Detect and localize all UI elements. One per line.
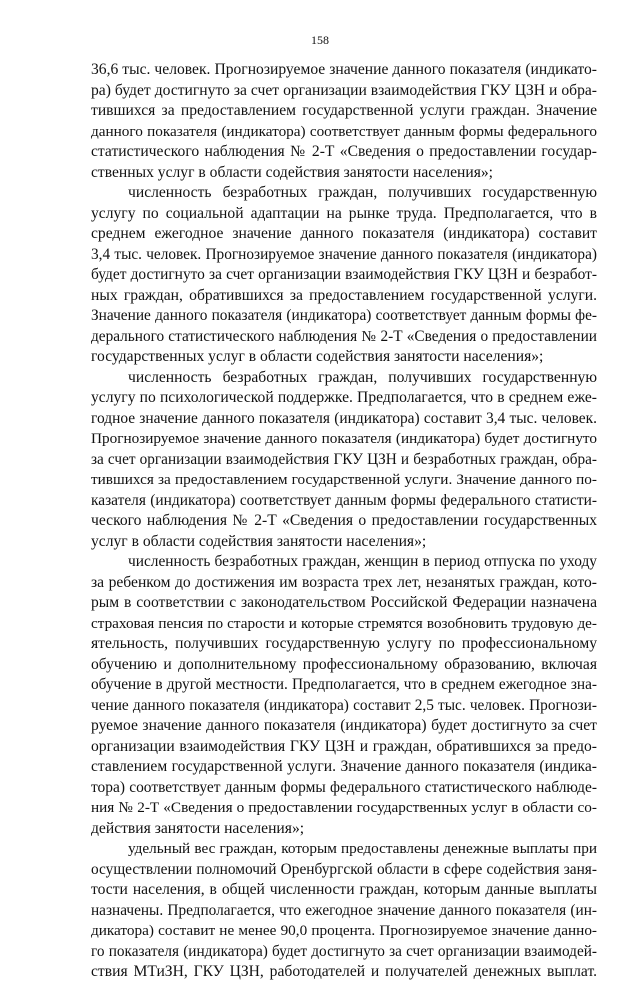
text-line: действия занятости населения»; (91, 819, 305, 837)
text-line: тившихся за предоставлением государственной услуги граждан. Значение (91, 102, 597, 119)
text-line: ствия МТиЗН, ГКУ ЦЗН, работодателей и получателей денежных выплат. (91, 963, 597, 980)
text-line: ра) будет достигнуто за счет организации взаимодействия ГКУ ЦЗН и обра- (91, 81, 597, 99)
text-line: руемое значение данного показателя (индикатора) будет достигнуто за счет (91, 717, 597, 734)
text-line: дерального статистического наблюдения № 2-Т «Сведения о предоставлении (91, 327, 597, 345)
text-line: обучение в другой местности. Предполагается, что в среднем ежегодное зна- (91, 676, 597, 693)
paragraph-first-line: удельный вес граждан, которым предоставлены денежные выплаты при (128, 840, 597, 857)
text-line: будет достигнуто за счет организации взаимодействия ГКУ ЦЗН и безработ- (91, 266, 597, 283)
text-line: казателя (индикатора) соответствует данным формы федерального статисти- (91, 491, 597, 509)
document-body (91, 60, 597, 983)
text-line: ческого наблюдения № 2-Т «Сведения о предоставлении государственных (91, 512, 597, 529)
text-line: рым в соответствии с законодательством Российской Федерации назначена (91, 594, 597, 611)
text-line: за счет организации взаимодействия ГКУ ЦЗН и безработных граждан, обра- (91, 450, 597, 468)
text-line: статистического наблюдения № 2-Т «Сведения о предоставлении государ- (91, 143, 597, 160)
text-line: за ребенком до достижения им возраста трех лет, незанятых граждан, кото- (91, 573, 597, 591)
text-line: годное значение данного показателя (индикатора) составит 3,4 тыс. человек. (91, 409, 597, 427)
text-line: обучению и дополнительному профессиональному образованию, включая (91, 655, 597, 673)
text-line: чение данного показателя (индикатора) составит 2,5 тыс. человек. Прогнози- (91, 696, 597, 714)
text-line: страховая пенсия по старости и которые стремятся возобновить трудовую де- (91, 614, 597, 632)
paragraph-first-line: численность безработных граждан, получивших государственную (128, 184, 597, 201)
paragraph-first-line: численность безработных граждан, получивших государственную (128, 368, 597, 386)
text-line: тора) соответствует данным формы федерального статистического наблюде- (91, 778, 597, 796)
text-line: 3,4 тыс. человек. Прогнозируемое значение данного показателя (индикатора) (91, 245, 597, 263)
text-line: среднем ежегодное значение данного показателя (индикатора) составит (91, 225, 597, 242)
text-line: тившихся за предоставлением государственной услуги. Значение данного по- (91, 471, 597, 488)
text-line: организации взаимодействия ГКУ ЦЗН и граждан, обратившихся за предо- (91, 737, 597, 755)
text-line: услугу по социальной адаптации на рынке труда. Предполагается, что в (91, 204, 597, 222)
text-line: Значение данного показателя (индикатора) соответствует данным формы фе- (91, 307, 597, 324)
text-line: осуществлении полномочий Оренбургской области в сфере содействия заня- (91, 860, 597, 878)
text-line: дикатора) составит не менее 90,0 процента. Прогнозируемое значение данно- (91, 922, 597, 939)
text-line: данного показателя (индикатора) соответствует данным формы федерального (91, 122, 597, 140)
paragraph-first-line: численность безработных граждан, женщин в период отпуска по уходу (128, 553, 597, 570)
text-line: ния № 2-Т «Сведения о предоставлении государственных услуг в области со- (91, 799, 597, 816)
text-line: го показателя (индикатора) будет достигнуто за счет организации взаимодей- (91, 942, 597, 960)
text-line: услугу по психологической поддержке. Предполагается, что в среднем еже- (91, 389, 597, 406)
text-line: Прогнозируемое значение данного показателя (индикатора) будет достигнуто (91, 430, 597, 447)
text-line: государственных услуг в области содействия занятости населения»; (91, 348, 544, 365)
text-line: ставлением государственной услуги. Значение данного показателя (индика- (91, 758, 597, 775)
text-line: ных граждан, обратившихся за предоставлением государственной услуги. (91, 286, 597, 304)
text-line: тости населения, в общей численности граждан, которым данные выплаты (91, 881, 597, 898)
text-line: ственных услуг в области содействия занятости населения»; (91, 163, 494, 181)
text-line: 36,6 тыс. человек. Прогнозируемое значение данного показателя (индикато- (91, 61, 597, 78)
text-line: услуг в области содействия занятости населения»; (91, 532, 427, 550)
text-line: ятельность, получивших государственную услугу по профессиональному (91, 635, 597, 652)
page-number: 158 (311, 33, 329, 47)
text-line: назначены. Предполагается, что ежегодное значение данного показателя (ин- (91, 901, 597, 919)
